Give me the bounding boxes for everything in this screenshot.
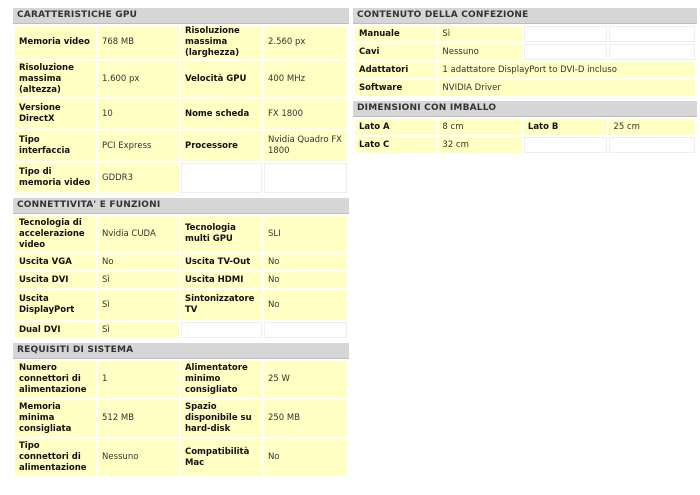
empty-cell xyxy=(181,322,262,338)
spec-label: Software xyxy=(355,80,436,96)
connectivity-table xyxy=(13,214,349,340)
spec-label: Spazio disponibile su hard-disk xyxy=(181,400,262,437)
table-row xyxy=(355,80,695,96)
spec-label: Tecnologia multi GPU xyxy=(181,216,262,252)
table-row xyxy=(15,26,347,59)
spec-value: 1 xyxy=(98,361,179,398)
gpu-specs-table xyxy=(13,24,349,195)
spec-label: Nome scheda xyxy=(181,99,262,129)
empty-cell xyxy=(609,137,695,153)
spec-value: 1.600 px xyxy=(98,61,179,97)
spec-value: 8 cm xyxy=(438,119,522,135)
spec-label: Sintonizzatore TV xyxy=(181,290,262,320)
spec-value: Sì xyxy=(98,290,179,320)
spec-value: No xyxy=(264,272,347,288)
table-row xyxy=(15,290,347,320)
spec-value: No xyxy=(264,439,347,476)
table-row xyxy=(15,400,347,437)
spec-label: Versione DirectX xyxy=(15,99,96,129)
table-row xyxy=(15,361,347,398)
spec-label: Dual DVI xyxy=(15,322,96,338)
spec-label: Alimentatore minimo consigliato xyxy=(181,361,262,398)
box-contents-table xyxy=(353,24,697,98)
spec-label: Uscita TV-Out xyxy=(181,254,262,270)
spec-label: Uscita DVI xyxy=(15,272,96,288)
spec-label: Numero connettori di alimentazione xyxy=(15,361,96,398)
spec-label: Tipo di memoria video xyxy=(15,163,96,193)
spec-label: Processore xyxy=(181,131,262,161)
table-row xyxy=(15,322,347,338)
empty-cell xyxy=(609,26,695,42)
spec-value: GDDR3 xyxy=(98,163,179,193)
table-row xyxy=(15,216,347,252)
spec-value: Nessuno xyxy=(438,44,522,60)
spec-value: Sì xyxy=(98,272,179,288)
table-row xyxy=(15,131,347,161)
dimensions-table xyxy=(353,117,697,155)
section-header-gpu: CARATTERISTICHE GPU xyxy=(13,8,349,24)
spec-value: 2.560 px xyxy=(264,26,347,59)
section-header-dimensions: DIMENSIONI CON IMBALLO xyxy=(353,101,697,117)
spec-value: No xyxy=(98,254,179,270)
spec-label: Risoluzione massima (larghezza) xyxy=(181,26,262,59)
spec-label: Risoluzione massima (altezza) xyxy=(15,61,96,97)
spec-value: 400 MHz xyxy=(264,61,347,97)
spec-label: Uscita HDMI xyxy=(181,272,262,288)
spec-label: Adattatori xyxy=(355,62,436,78)
spec-value: 1 adattatore DisplayPort to DVI-D incluso xyxy=(438,62,695,78)
spec-value: SLI xyxy=(264,216,347,252)
table-row xyxy=(15,439,347,476)
spec-label: Lato C xyxy=(355,137,436,153)
left-column xyxy=(13,6,349,478)
spec-value: NVIDIA Driver xyxy=(438,80,695,96)
spec-value: No xyxy=(264,254,347,270)
empty-cell xyxy=(264,163,347,193)
spec-label: Memoria video xyxy=(15,26,96,59)
table-row xyxy=(15,163,347,193)
spec-value: 25 W xyxy=(264,361,347,398)
requirements-table xyxy=(13,359,349,478)
table-row xyxy=(355,62,695,78)
spec-value: Sì xyxy=(438,26,522,42)
right-column xyxy=(353,6,697,155)
table-row xyxy=(15,272,347,288)
table-row xyxy=(15,61,347,97)
spec-value: 32 cm xyxy=(438,137,522,153)
section-header-requirements: REQUISITI DI SISTEMA xyxy=(13,343,349,359)
spec-value: 512 MB xyxy=(98,400,179,437)
empty-cell xyxy=(181,163,262,193)
empty-cell xyxy=(264,322,347,338)
empty-cell xyxy=(609,44,695,60)
spec-label: Cavi xyxy=(355,44,436,60)
spec-value: 25 cm xyxy=(609,119,695,135)
spec-value: Nvidia CUDA xyxy=(98,216,179,252)
spec-value: 10 xyxy=(98,99,179,129)
spec-value: 250 MB xyxy=(264,400,347,437)
spec-value: FX 1800 xyxy=(264,99,347,129)
spec-value: Nvidia Quadro FX 1800 xyxy=(264,131,347,161)
spec-value: Nessuno xyxy=(98,439,179,476)
spec-label: Uscita DisplayPort xyxy=(15,290,96,320)
section-header-box-contents: CONTENUTO DELLA CONFEZIONE xyxy=(353,8,697,24)
spec-label: Velocità GPU xyxy=(181,61,262,97)
section-header-connectivity: CONNETTIVITA' E FUNZIONI xyxy=(13,198,349,214)
empty-cell xyxy=(524,137,608,153)
table-row xyxy=(355,26,695,42)
spec-label: Memoria minima consigliata xyxy=(15,400,96,437)
spec-label: Compatibilità Mac xyxy=(181,439,262,476)
spec-label: Tipo connettori di alimentazione xyxy=(15,439,96,476)
spec-value: No xyxy=(264,290,347,320)
spec-value: 768 MB xyxy=(98,26,179,59)
table-row xyxy=(15,99,347,129)
spec-value: PCI Express xyxy=(98,131,179,161)
empty-cell xyxy=(524,26,608,42)
spec-label: Lato A xyxy=(355,119,436,135)
table-row xyxy=(15,254,347,270)
spec-label: Manuale xyxy=(355,26,436,42)
empty-cell xyxy=(524,44,608,60)
table-row xyxy=(355,44,695,60)
spec-label: Lato B xyxy=(524,119,608,135)
spec-label: Uscita VGA xyxy=(15,254,96,270)
table-row xyxy=(355,119,695,135)
spec-label: Tecnologia di accelerazione video xyxy=(15,216,96,252)
spec-label: Tipo interfaccia xyxy=(15,131,96,161)
table-row xyxy=(355,137,695,153)
spec-value: Sì xyxy=(98,322,179,338)
